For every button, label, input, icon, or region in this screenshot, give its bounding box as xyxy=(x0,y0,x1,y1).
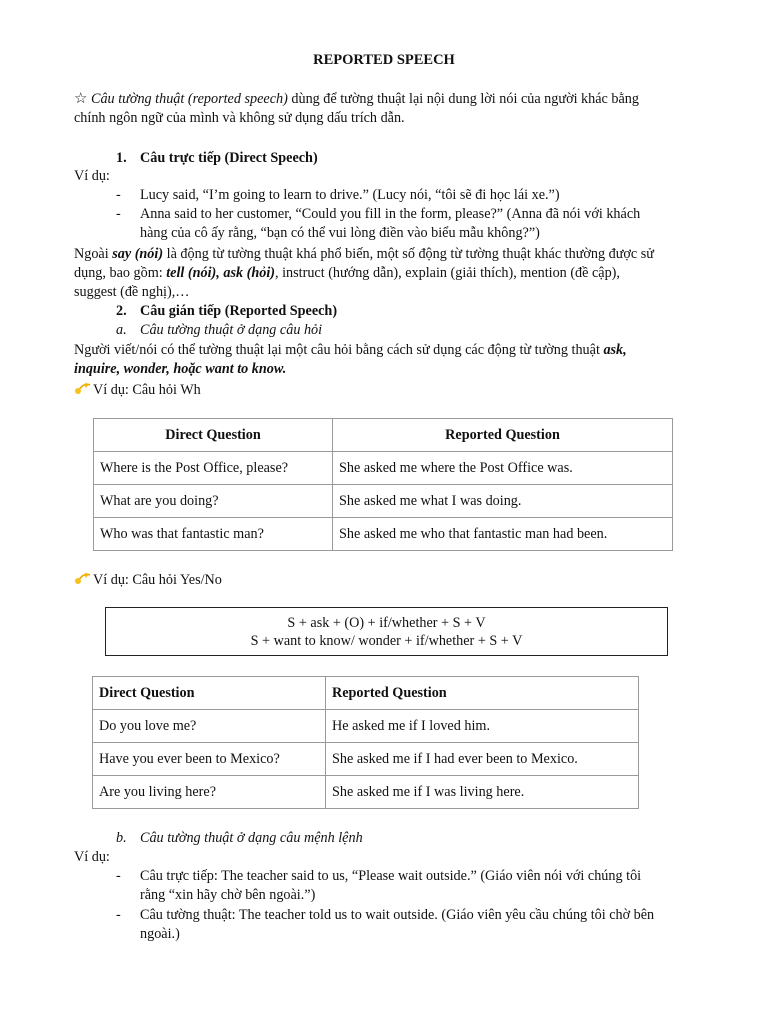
section-2b-heading xyxy=(116,829,363,847)
section-1-number: 1. xyxy=(116,150,127,166)
yesno-question-table xyxy=(92,676,639,809)
table-cell: She asked me what I was doing. xyxy=(333,485,673,518)
section-1-bullet-2 xyxy=(116,205,640,223)
section-2b-example-label: Ví dụ: xyxy=(74,849,110,865)
table-header-row xyxy=(94,419,673,452)
table-cell: She asked me who that fantastic man had been. xyxy=(333,518,673,551)
example-yesno-text: Ví dụ: Câu hỏi Yes/No xyxy=(93,572,222,588)
table-cell: What are you doing? xyxy=(94,485,333,518)
sparkle-icon xyxy=(74,380,92,396)
bullet-dash: - xyxy=(116,187,121,203)
star-icon: ☆ xyxy=(74,91,88,107)
section-2-title: Câu gián tiếp (Reported Speech) xyxy=(140,303,338,319)
example-wh-text: Ví dụ: Câu hỏi Wh xyxy=(93,382,201,398)
para-text: Ngoài xyxy=(74,246,113,262)
formula-line-1: S + ask + (O) + if/whether + S + V xyxy=(287,615,486,631)
page-title: REPORTED SPEECH xyxy=(313,52,455,68)
intro-rest: dùng để tường thuật lại nội dung lời nói của người khác bằng xyxy=(287,91,639,107)
para-text: dụng, bao gồm: xyxy=(74,265,167,281)
bullet-text: Câu tường thuật: The teacher told us to wait outside. (Giáo viên yêu cầu chúng tôi chờ bên xyxy=(140,907,655,923)
table-cell: Are you living here? xyxy=(93,776,326,809)
section-2b-bullet-1 xyxy=(116,867,641,885)
section-2a-letter: a. xyxy=(116,322,127,338)
para-emph: say (nói) xyxy=(112,246,164,262)
formula-box xyxy=(105,607,668,656)
table-cell: She asked me if I had ever been to Mexico. xyxy=(326,743,639,776)
section-2-para-line-1 xyxy=(74,341,627,359)
table-header: Direct Question xyxy=(94,419,333,452)
table-cell: He asked me if I loved him. xyxy=(326,710,639,743)
section-2b-letter: b. xyxy=(116,830,127,846)
section-1-title: Câu trực tiếp (Direct Speech) xyxy=(140,150,318,166)
section-2-para-line-2: inquire, wonder, hoặc want to know. xyxy=(74,361,287,377)
table-header-row xyxy=(93,677,639,710)
sparkle-icon xyxy=(74,570,92,586)
table-row xyxy=(93,710,639,743)
intro-line-1 xyxy=(74,90,639,108)
section-2a-title: Câu tường thuật ở dạng câu hỏi xyxy=(140,322,323,338)
section-2a-heading xyxy=(116,321,322,339)
para-text: , instruct (hướng dẫn), explain (giải thích), mention (đề cập), xyxy=(275,265,620,281)
wh-question-table xyxy=(93,418,673,551)
table-header: Reported Question xyxy=(326,677,639,710)
intro-line-2: chính ngôn ngữ của mình và không sử dụng dấu trích dẫn. xyxy=(74,110,405,126)
section-1-para-line-2 xyxy=(74,264,620,282)
section-1-para-line-3: suggest (đề nghị),… xyxy=(74,284,190,300)
section-1-example-label: Ví dụ: xyxy=(74,168,110,184)
bullet-text: Câu trực tiếp: The teacher said to us, “Please wait outside.” (Giáo viên nói với chúng tôi xyxy=(140,868,642,884)
table-row xyxy=(94,518,673,551)
table-cell: Have you ever been to Mexico? xyxy=(93,743,326,776)
table-cell: She asked me where the Post Office was. xyxy=(333,452,673,485)
section-2-number: 2. xyxy=(116,303,127,319)
section-1-heading xyxy=(116,149,318,167)
bullet-dash: - xyxy=(116,868,121,884)
bullet-text: Lucy said, “I’m going to learn to drive.” (Lucy nói, “tôi sẽ đi học lái xe.”) xyxy=(140,187,560,203)
section-1-para-line-1 xyxy=(74,245,654,263)
table-cell: She asked me if I was living here. xyxy=(326,776,639,809)
intro-lead: Câu tường thuật (reported speech) xyxy=(91,91,288,107)
table-row xyxy=(93,776,639,809)
bullet-dash: - xyxy=(116,907,121,923)
section-2b-bullet-1-cont: rằng “xin hãy chờ bên ngoài.”) xyxy=(140,887,316,903)
section-1-bullet-2-cont: hàng của cô ấy rằng, “bạn có thể vui lòng điền vào biểu mẫu không?”) xyxy=(140,225,540,241)
section-2b-title: Câu tường thuật ở dạng câu mệnh lệnh xyxy=(140,830,363,846)
table-row xyxy=(94,452,673,485)
para-text: Người viết/nói có thể tường thuật lại một câu hỏi bằng cách sử dụng các động từ tường thuật xyxy=(74,342,604,358)
section-2b-bullet-2-cont: ngoài.) xyxy=(140,926,180,942)
table-cell: Who was that fantastic man? xyxy=(94,518,333,551)
example-yesno-label xyxy=(74,570,222,589)
table-cell: Where is the Post Office, please? xyxy=(94,452,333,485)
section-2b-bullet-2 xyxy=(116,906,654,924)
table-row xyxy=(94,485,673,518)
bullet-text: Anna said to her customer, “Could you fill in the form, please?” (Anna đã nói với khách xyxy=(140,206,641,222)
para-emph: ask, xyxy=(603,342,627,358)
formula-line-2: S + want to know/ wonder + if/whether + S + V xyxy=(250,633,523,649)
table-header: Direct Question xyxy=(93,677,326,710)
para-emph: tell (nói), ask (hỏi) xyxy=(166,265,275,281)
section-1-bullet-1 xyxy=(116,186,560,204)
table-header: Reported Question xyxy=(333,419,673,452)
bullet-dash: - xyxy=(116,206,121,222)
section-2-heading xyxy=(116,302,337,320)
table-cell: Do you love me? xyxy=(93,710,326,743)
table-row xyxy=(93,743,639,776)
para-text: là động từ tường thuật khá phổ biến, một số động từ tường thuật khác thường được sử xyxy=(163,246,654,262)
example-wh-label xyxy=(74,380,201,399)
